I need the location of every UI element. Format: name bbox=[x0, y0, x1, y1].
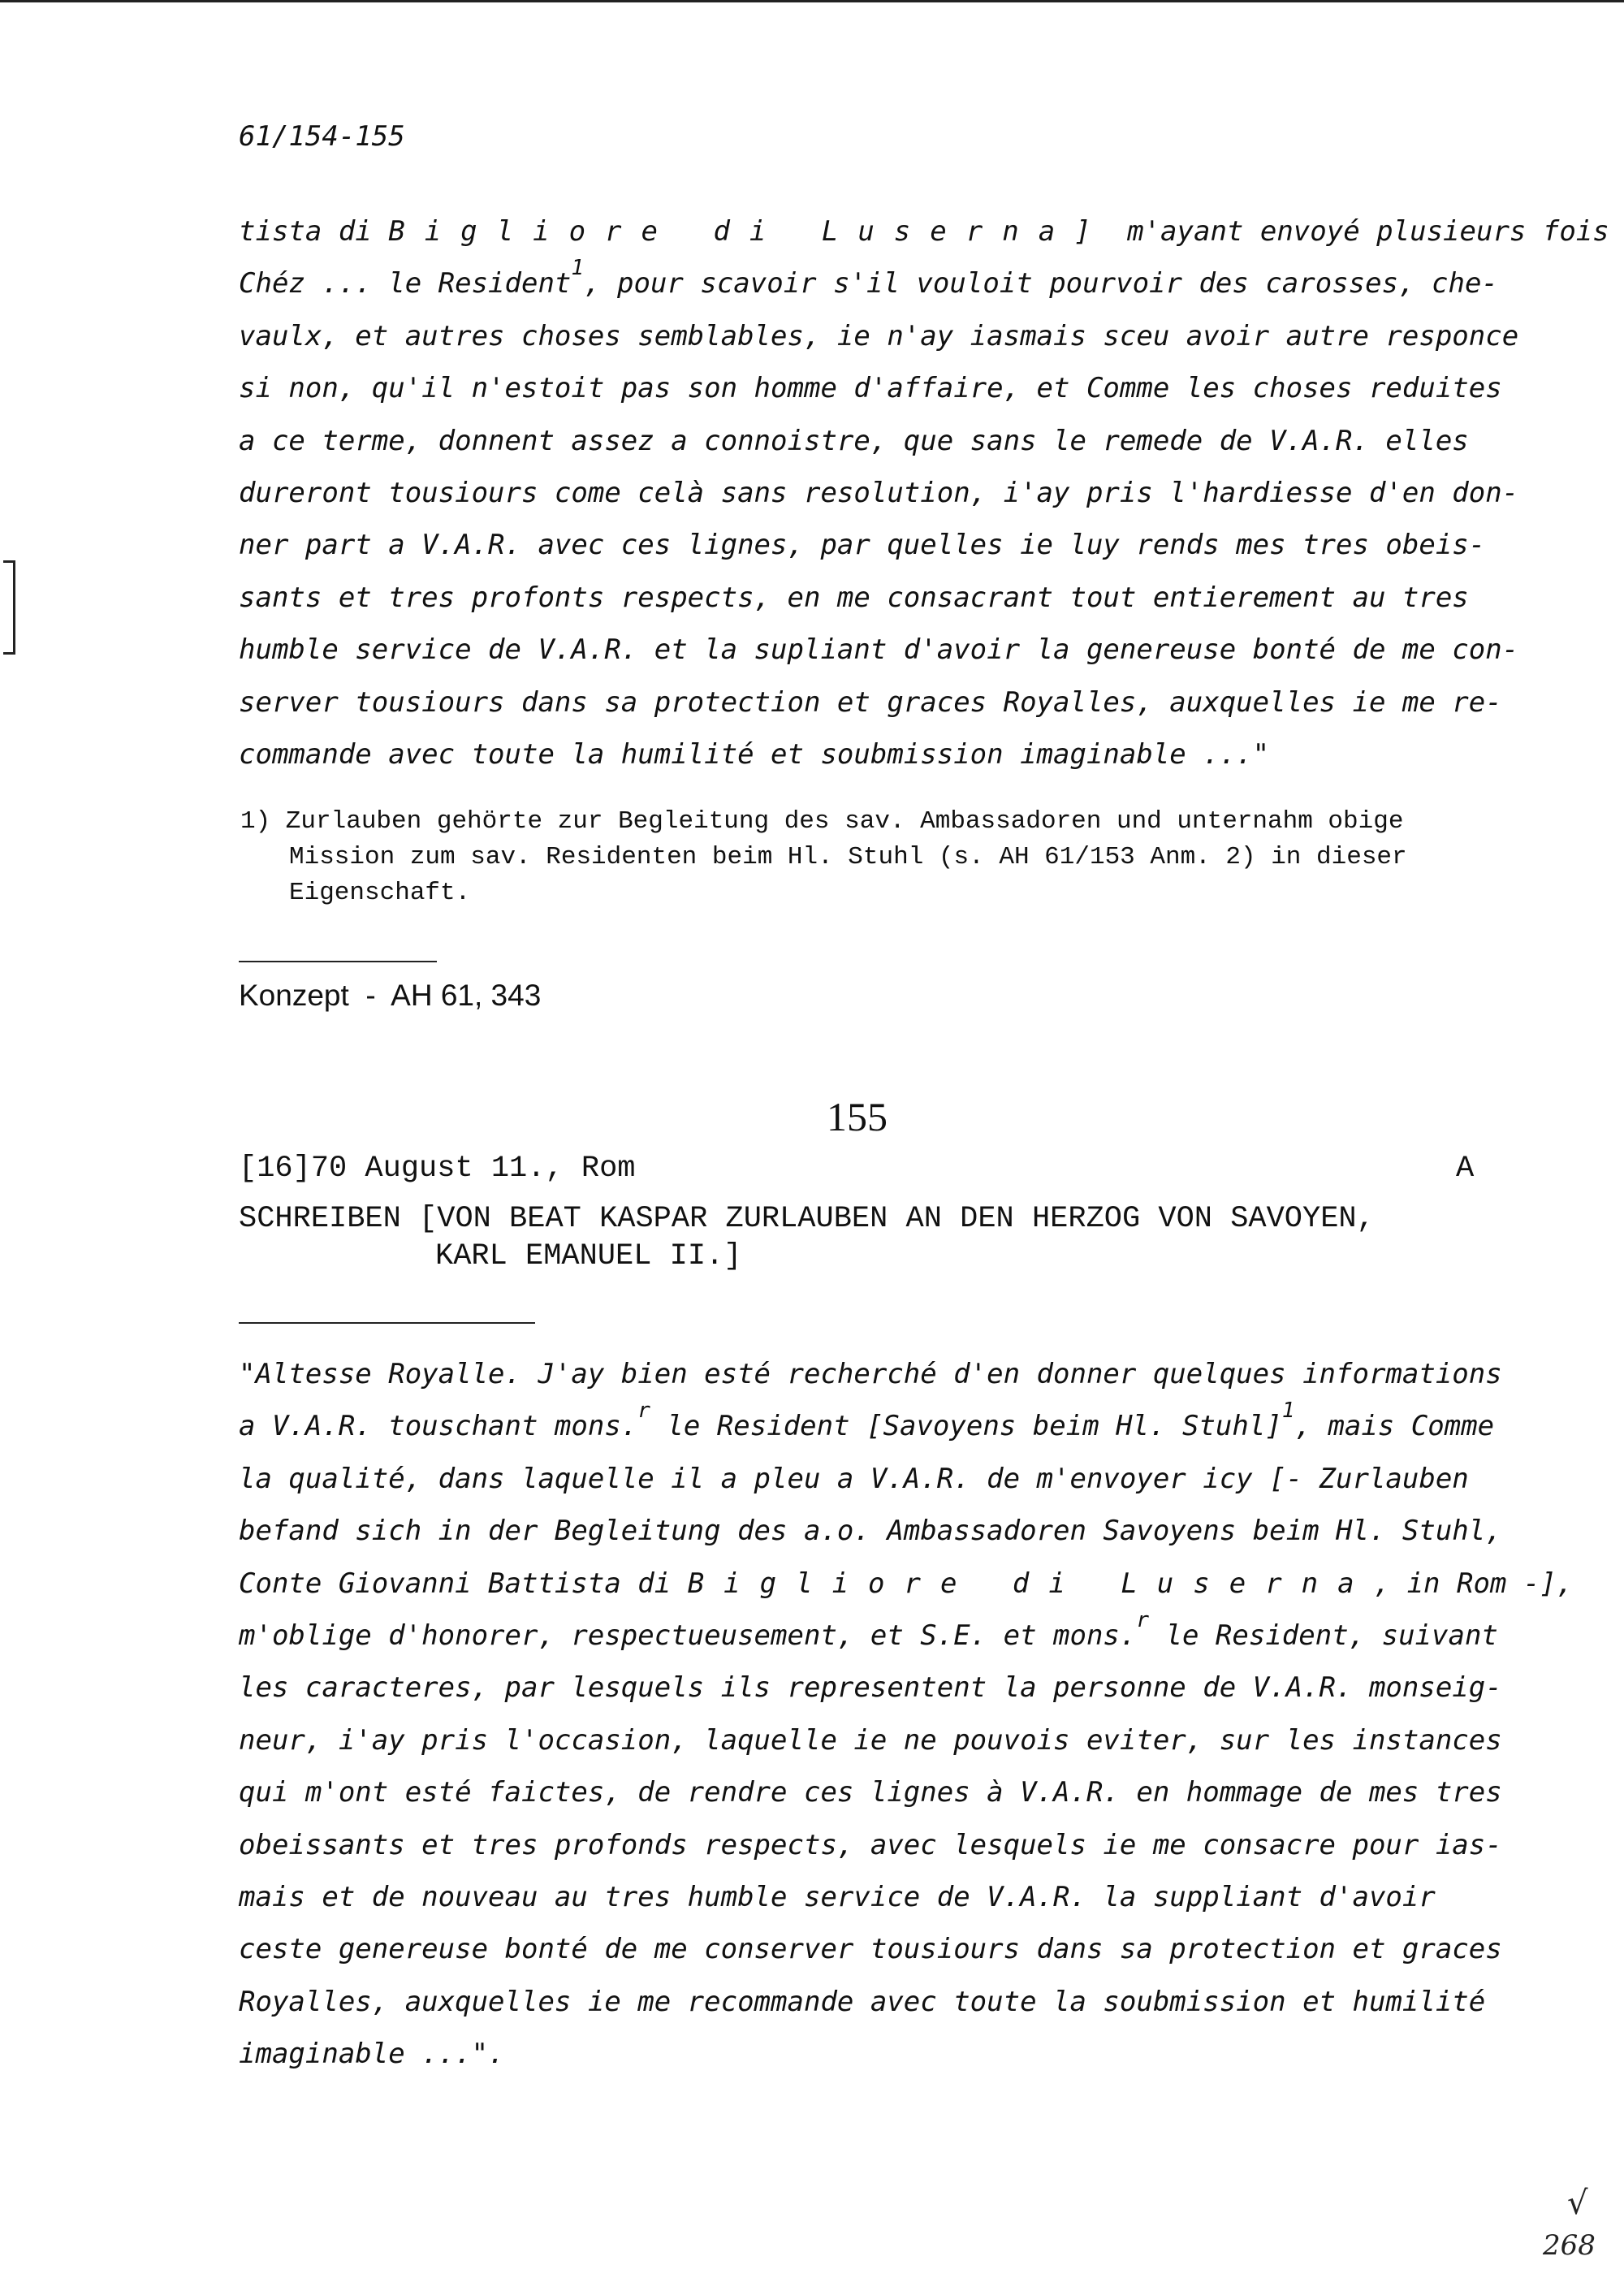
footnote-ref: 1 bbox=[571, 256, 585, 281]
footnote-line: Eigenschaft. bbox=[289, 879, 471, 907]
text-line: dureront tousiours come celà sans resolution, i'ay pris l'hardiesse d'en don- bbox=[239, 476, 1519, 509]
text-line: tista di Bigliore di Luserna] m'ayant envoyé plusieurs fois bbox=[239, 215, 1609, 248]
text-line: Conte Giovanni Battista di Bigliore di Luserna, in Rom -], bbox=[239, 1567, 1574, 1600]
entry-number: 155 bbox=[827, 1094, 888, 1139]
text-line: vaulx, et autres choses semblables, ie n'ay iasmais sceu avoir autre responce bbox=[239, 319, 1519, 352]
letter-154-body bbox=[239, 205, 1609, 780]
text-line: neur, i'ay pris l'occasion, laquelle ie ne pouvois eviter, sur les instances bbox=[239, 1723, 1502, 1757]
check-mark-icon: √ bbox=[1567, 2185, 1588, 2222]
footnote-ref: 1 bbox=[1281, 1398, 1295, 1424]
text-line: mais et de nouveau au tres humble service de V.A.R. la suppliant d'avoir bbox=[239, 1880, 1436, 1913]
entry-heading bbox=[239, 1200, 1375, 1275]
text-line: commande avec toute la humilité et soubmission imaginable ..." bbox=[239, 737, 1270, 771]
page-top-border bbox=[0, 0, 1624, 2]
text-line: Chéz ... le Resident$^1$, pour scavoir s'il vouloit pourvoir des carosses, che- bbox=[239, 256, 1498, 300]
text-line: "Altesse Royalle. J'ay bien esté recherché d'en donner quelques informations bbox=[239, 1358, 1502, 1390]
footnote-line: 1) Zurlauben gehörte zur Begleitung des sav. Ambassadoren und unternahm obige bbox=[240, 807, 1404, 836]
text-line: humble service de V.A.R. et la supliant d'avoir la genereuse bonté de me con- bbox=[239, 633, 1519, 667]
heading-line: KARL EMANUEL II.] bbox=[435, 1239, 742, 1273]
spaced-name: Bigliore di Luserna bbox=[687, 1567, 1374, 1600]
konzept-source: Konzept - AH 61, 343 bbox=[239, 979, 542, 1012]
text-line: si non, qu'il n'estoit pas son homme d'affaire, et Comme les choses reduites bbox=[239, 372, 1502, 405]
letter-155-body bbox=[239, 1348, 1574, 2080]
heading-line: SCHREIBEN [VON BEAT KASPAR ZURLAUBEN AN DEN HERZOG VON SAVOYEN, bbox=[239, 1202, 1375, 1236]
text-line: imaginable ...". bbox=[239, 2038, 505, 2071]
text-line: befand sich in der Begleitung des a.o. Ambassadoren Savoyens beim Hl. Stuhl, bbox=[239, 1515, 1502, 1548]
text-line: ceste genereuse bonté de me conserver tousiours dans sa protection et graces bbox=[239, 1933, 1502, 1966]
footnote-line: Mission zum sav. Residenten beim Hl. Stuhl (s. AH 61/153 Anm. 2) in dieser bbox=[289, 843, 1407, 871]
text-line: Royalles, auxquelles ie me recommande avec toute la soubmission et humilité bbox=[239, 1985, 1486, 2018]
spaced-name: Bigliore di Luserna] bbox=[388, 215, 1111, 248]
handwritten-page-number: 268 bbox=[1543, 2229, 1596, 2262]
text-line: ner part a V.A.R. avec ces lignes, par quelles ie luy rends mes tres obeis- bbox=[239, 529, 1486, 562]
superscript: r bbox=[1136, 1607, 1150, 1632]
entry-date-place: [16]70 August 11., Rom bbox=[239, 1152, 636, 1186]
text-line: sants et tres profonts respects, en me consacrant tout entierement au tres bbox=[239, 581, 1469, 614]
superscript: r bbox=[637, 1398, 650, 1424]
text-line: a V.A.R. touschant mons.$^r$ le Resident [Savoyens beim Hl. Stuhl]$^1$, mais Comme bbox=[239, 1398, 1495, 1443]
document-reference: 61/154-155 bbox=[239, 120, 405, 153]
divider-rule bbox=[239, 1322, 535, 1324]
text-line: la qualité, dans laquelle il a pleu a V.A.R. de m'envoyer icy [- Zurlauben bbox=[239, 1462, 1469, 1495]
entry-marker: A bbox=[1456, 1152, 1475, 1186]
text-line: server tousiours dans sa protection et graces Royalles, auxquelles ie me re- bbox=[239, 685, 1502, 719]
text-line: qui m'ont esté faictes, de rendre ces lignes à V.A.R. en hommage de mes tres bbox=[239, 1776, 1502, 1809]
text-line: a ce terme, donnent assez a connoistre, que sans le remede de V.A.R. elles bbox=[239, 424, 1469, 457]
text-line: obeissants et tres profonds respects, avec lesquels ie me consacre pour ias- bbox=[239, 1828, 1502, 1861]
text-line: les caracteres, par lesquels ils representent la personne de V.A.R. monseig- bbox=[239, 1671, 1502, 1705]
text-line: m'oblige d'honorer, respectueusement, et S.E. et mons.$^r$ le Resident, suivant bbox=[239, 1607, 1498, 1652]
footnote-154 bbox=[240, 804, 1507, 911]
divider-rule bbox=[239, 961, 437, 962]
margin-bracket-mark bbox=[3, 560, 15, 655]
